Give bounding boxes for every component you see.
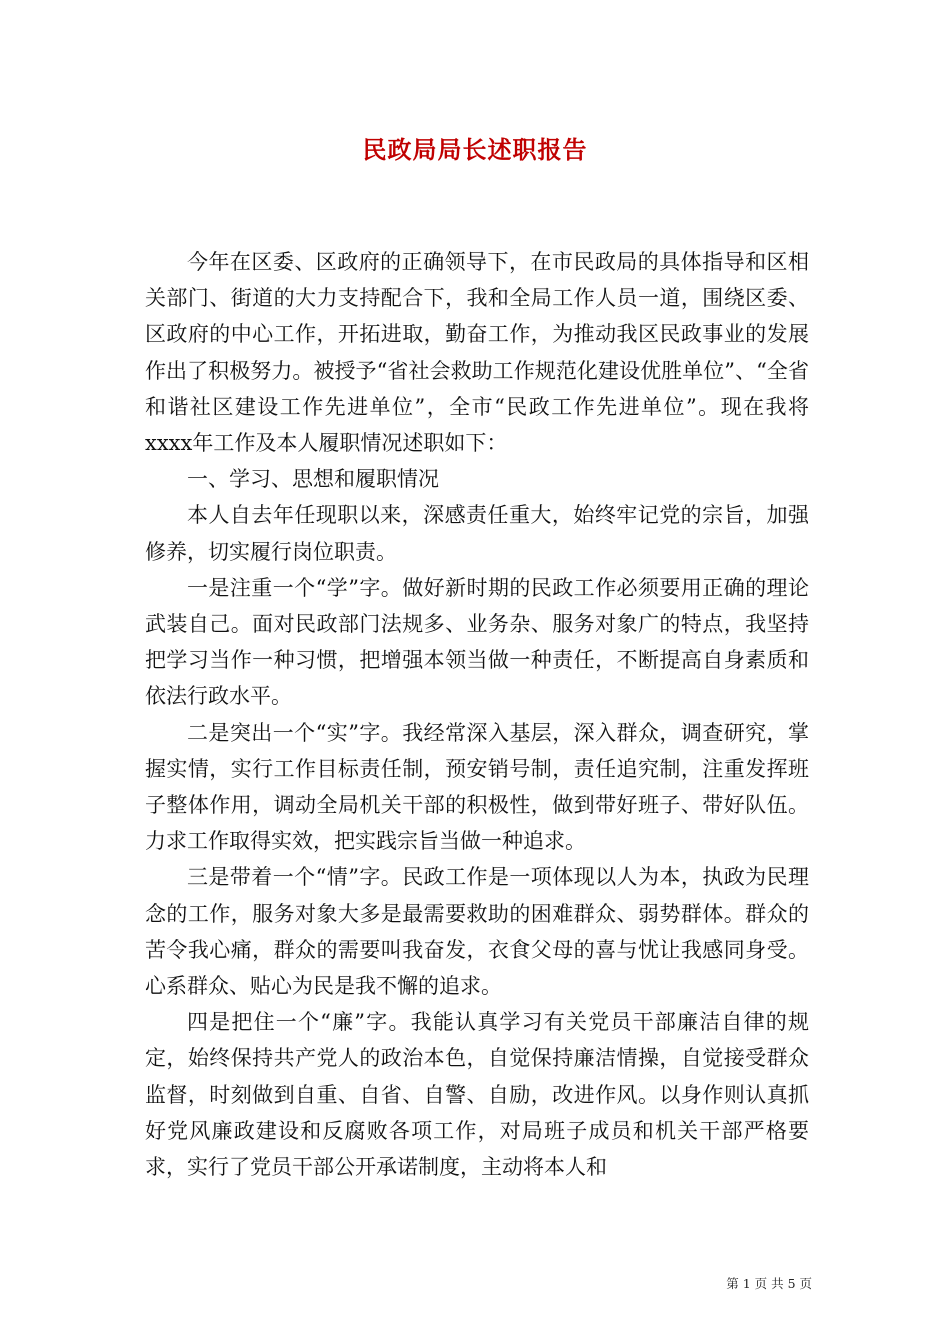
document-title: 民政局局长述职报告 <box>362 135 588 164</box>
page-number-footer: 第 1 页 共 5 页 <box>726 1276 812 1291</box>
document-body <box>145 244 809 1185</box>
paragraph-practice: 二是突出一个“实”字。我经常深入基层，深入群众，调查研究，掌握实情，实行工作目标责任制，预安销号制，责任追究制，注重发挥班子整体作用，调动全局机关干部的积极性，做到带好班子、带好队伍。力求工作取得实效，把实践宗旨当做一种追求。 <box>145 720 809 854</box>
paragraph-sentiment: 三是带着一个“情”字。民政工作是一项体现以人为本，执政为民理念的工作，服务对象大多是最需要救助的困难群众、弱势群体。群众的苦令我心痛，群众的需要叫我奋发，衣食父母的喜与忧让我感同身受。心系群众、贴心为民是我不懈的追求。 <box>145 865 809 999</box>
paragraph-overview: 本人自去年任现职以来，深感责任重大，始终牢记党的宗旨，加强修养，切实履行岗位职责。 <box>145 503 809 564</box>
paragraph-study: 一是注重一个“学”字。做好新时期的民政工作必须要用正确的理论武装自己。面对民政部门法规多、业务杂、服务对象广的特点，我坚持把学习当作一种习惯，把增强本领当做一种责任，不断提高自身素质和依法行政水平。 <box>145 575 809 709</box>
paragraph-intro: 今年在区委、区政府的正确领导下，在市民政局的具体指导和区相关部门、街道的大力支持配合下，我和全局工作人员一道，围绕区委、区政府的中心工作，开拓进取，勤奋工作，为推动我区民政事业的发展作出了积极努力。被授予“省社会救助工作规范化建设优胜单位”、“全省和谐社区建设工作先进单位”，全市“民政工作先进单位”。现在我将xxxx年工作及本人履职情况述职如下： <box>145 250 809 456</box>
section-heading: 一、学习、思想和履职情况 <box>187 467 439 492</box>
paragraph-integrity: 四是把住一个“廉”字。我能认真学习有关党员干部廉洁自律的规定，始终保持共产党人的政治本色，自觉保持廉洁情操，自觉接受群众监督，时刻做到自重、自省、自警、自励，改进作风。以身作则认真抓好党风廉政建设和反腐败各项工作，对局班子成员和机关干部严格要求，实行了党员干部公开承诺制度，主动将本人和 <box>145 1010 809 1180</box>
